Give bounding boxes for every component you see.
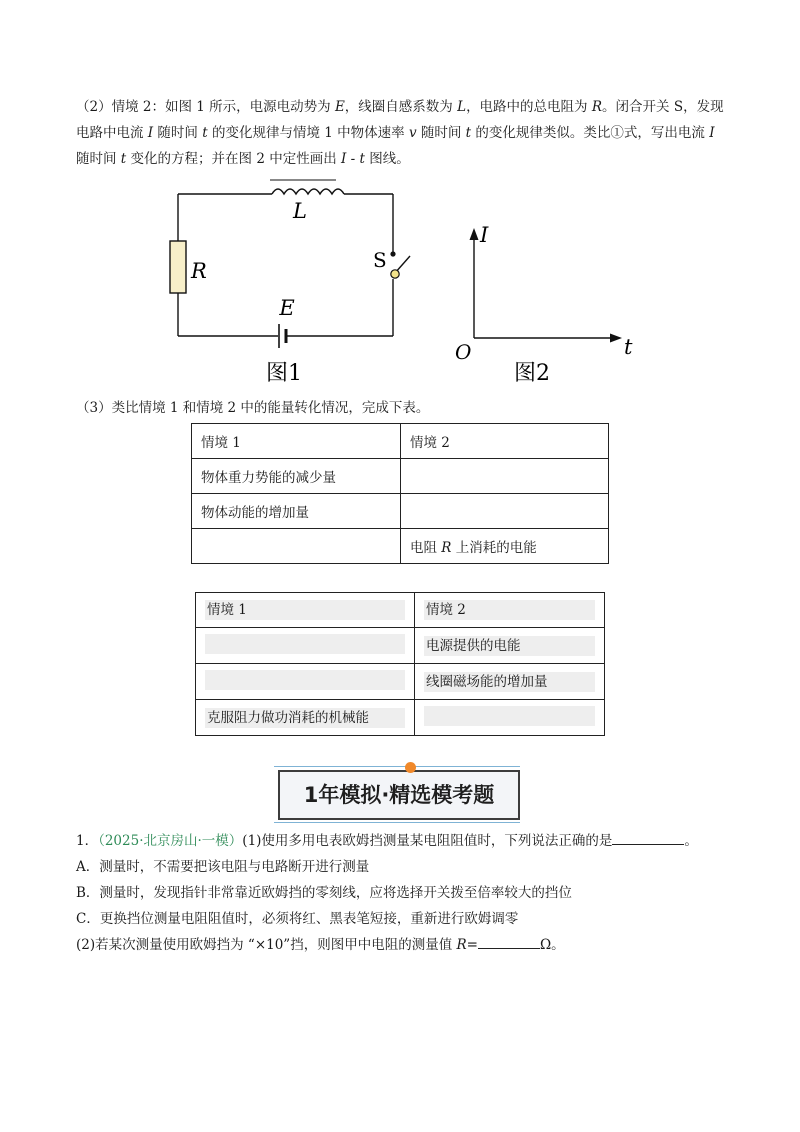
switch-pivot: [391, 270, 399, 278]
cell-text: 情境 2: [424, 600, 595, 620]
symbol-t: t: [120, 151, 127, 167]
table-row: [196, 700, 605, 736]
text: （2）情境 2：如图 1 所示，电源电动势为: [76, 99, 335, 115]
answer-blank[interactable]: [478, 932, 540, 949]
energy-table-2: [195, 592, 605, 736]
figure1-caption: 图1: [266, 361, 302, 386]
section-banner: 1年模拟·精选模考题: [278, 770, 520, 820]
cell-text: [205, 634, 405, 654]
symbol-t: t: [465, 125, 472, 141]
table-cell: [196, 593, 415, 628]
part2-line-2: [76, 120, 715, 146]
text: (2)若某次测量使用欧姆挡为 “×10”挡，则图甲中电阻的测量值: [76, 937, 457, 953]
cell-text: 线圈磁场能的增加量: [424, 672, 595, 692]
part3-text: （3）类比情境 1 和情境 2 中的能量转化情况，完成下表。: [76, 400, 430, 416]
table-row: [192, 459, 609, 494]
table-cell: [401, 494, 609, 529]
x-axis-arrow: [610, 334, 622, 343]
table-cell: [415, 664, 605, 700]
text: 。闭合开关 S，发现: [602, 99, 724, 115]
x-axis-label: t: [624, 335, 633, 359]
q1-option-a: A．测量时，不需要把该电阻与电路断开进行测量: [76, 859, 370, 875]
symbol-r: R: [591, 99, 603, 115]
cell-text: [205, 670, 405, 690]
table-cell: 物体重力势能的减少量: [192, 459, 401, 494]
switch-label: S: [373, 248, 387, 272]
table-row: [192, 424, 609, 459]
cell-text: 克服阻力做功消耗的机械能: [205, 708, 405, 728]
banner-line-top: [274, 766, 520, 767]
table-row: [192, 494, 609, 529]
text: =: [466, 937, 478, 953]
text: 的变化规律与情境 1 中物体速率: [207, 125, 409, 141]
resistor: [170, 241, 186, 293]
table-cell: [415, 628, 605, 664]
table-cell: [415, 593, 605, 628]
symbol-t: t: [202, 125, 208, 141]
text: ，线圈自感系数为: [344, 99, 458, 115]
table-cell: [401, 459, 609, 494]
table-cell: 情境 2: [401, 424, 609, 459]
symbol-v: v: [408, 125, 417, 141]
part2-line-3: [76, 146, 410, 172]
symbol-l: L: [457, 99, 467, 115]
inductor-label: L: [293, 199, 307, 223]
table-row: [196, 593, 605, 628]
origin-label: O: [455, 340, 472, 364]
table-row: [196, 664, 605, 700]
y-axis-arrow: [470, 228, 479, 240]
table-cell: [415, 700, 605, 736]
table-row: [192, 529, 609, 564]
part2-line-1: [76, 94, 724, 120]
circuit-figures: [0, 170, 800, 395]
cell-text: 情境 1: [205, 600, 405, 620]
text: Ω。: [539, 937, 565, 953]
text: 随时间: [153, 125, 203, 141]
table-cell: 电阻 R 上消耗的电能: [401, 529, 609, 564]
symbol-i: I: [147, 125, 154, 141]
q1-stem: [76, 828, 698, 854]
question-number: 1．: [76, 833, 99, 849]
q1-option-b: B．测量时，发现指针非常靠近欧姆挡的零刻线，应将选择开关拨至倍率较大的挡位: [76, 885, 572, 901]
text: 。: [684, 833, 698, 849]
text: 的变化规律类似。类比①式，写出电流: [471, 125, 710, 141]
banner-dot: [405, 762, 416, 773]
text: 变化的方程；并在图 2 中定性画出: [126, 151, 341, 167]
symbol-r: R: [441, 540, 452, 556]
text: 随时间: [416, 125, 466, 141]
it-label: I - t: [341, 151, 365, 167]
resistor-label: R: [191, 259, 207, 283]
cell-text: 电源提供的电能: [424, 636, 595, 656]
symbol-i: I: [709, 125, 715, 141]
energy-table-1: [191, 423, 609, 564]
table-cell: [192, 529, 401, 564]
figure2-caption: 图2: [514, 361, 550, 386]
banner-line-bottom: [274, 822, 520, 823]
battery-label: E: [279, 296, 295, 320]
question-source: （2025·北京房山·一模）: [98, 833, 243, 849]
text: 图线。: [364, 151, 410, 167]
switch-top-contact: [390, 251, 395, 256]
q1-part2: [76, 932, 565, 958]
table-cell: [196, 628, 415, 664]
text: ，电路中的总电阻为: [466, 99, 592, 115]
symbol-r: R: [456, 937, 467, 953]
table-cell: 物体动能的增加量: [192, 494, 401, 529]
answer-blank[interactable]: [612, 828, 684, 845]
table-row: [196, 628, 605, 664]
table-cell: 情境 1: [192, 424, 401, 459]
table-cell: [196, 664, 415, 700]
cell-text: [424, 706, 595, 726]
text: 随时间: [76, 151, 121, 167]
i-t-axes: [470, 228, 623, 343]
inductor-coil: [272, 189, 344, 194]
table-cell: [196, 700, 415, 736]
y-axis-label: I: [480, 223, 489, 247]
text: (1)使用多用电表欧姆挡测量某电阻阻值时，下列说法正确的是: [242, 833, 613, 849]
text: 电路中电流: [76, 125, 148, 141]
symbol-e: E: [334, 99, 345, 115]
q1-option-c: C．更换挡位测量电阻阻值时，必须将红、黑表笔短接，重新进行欧姆调零: [76, 911, 519, 927]
